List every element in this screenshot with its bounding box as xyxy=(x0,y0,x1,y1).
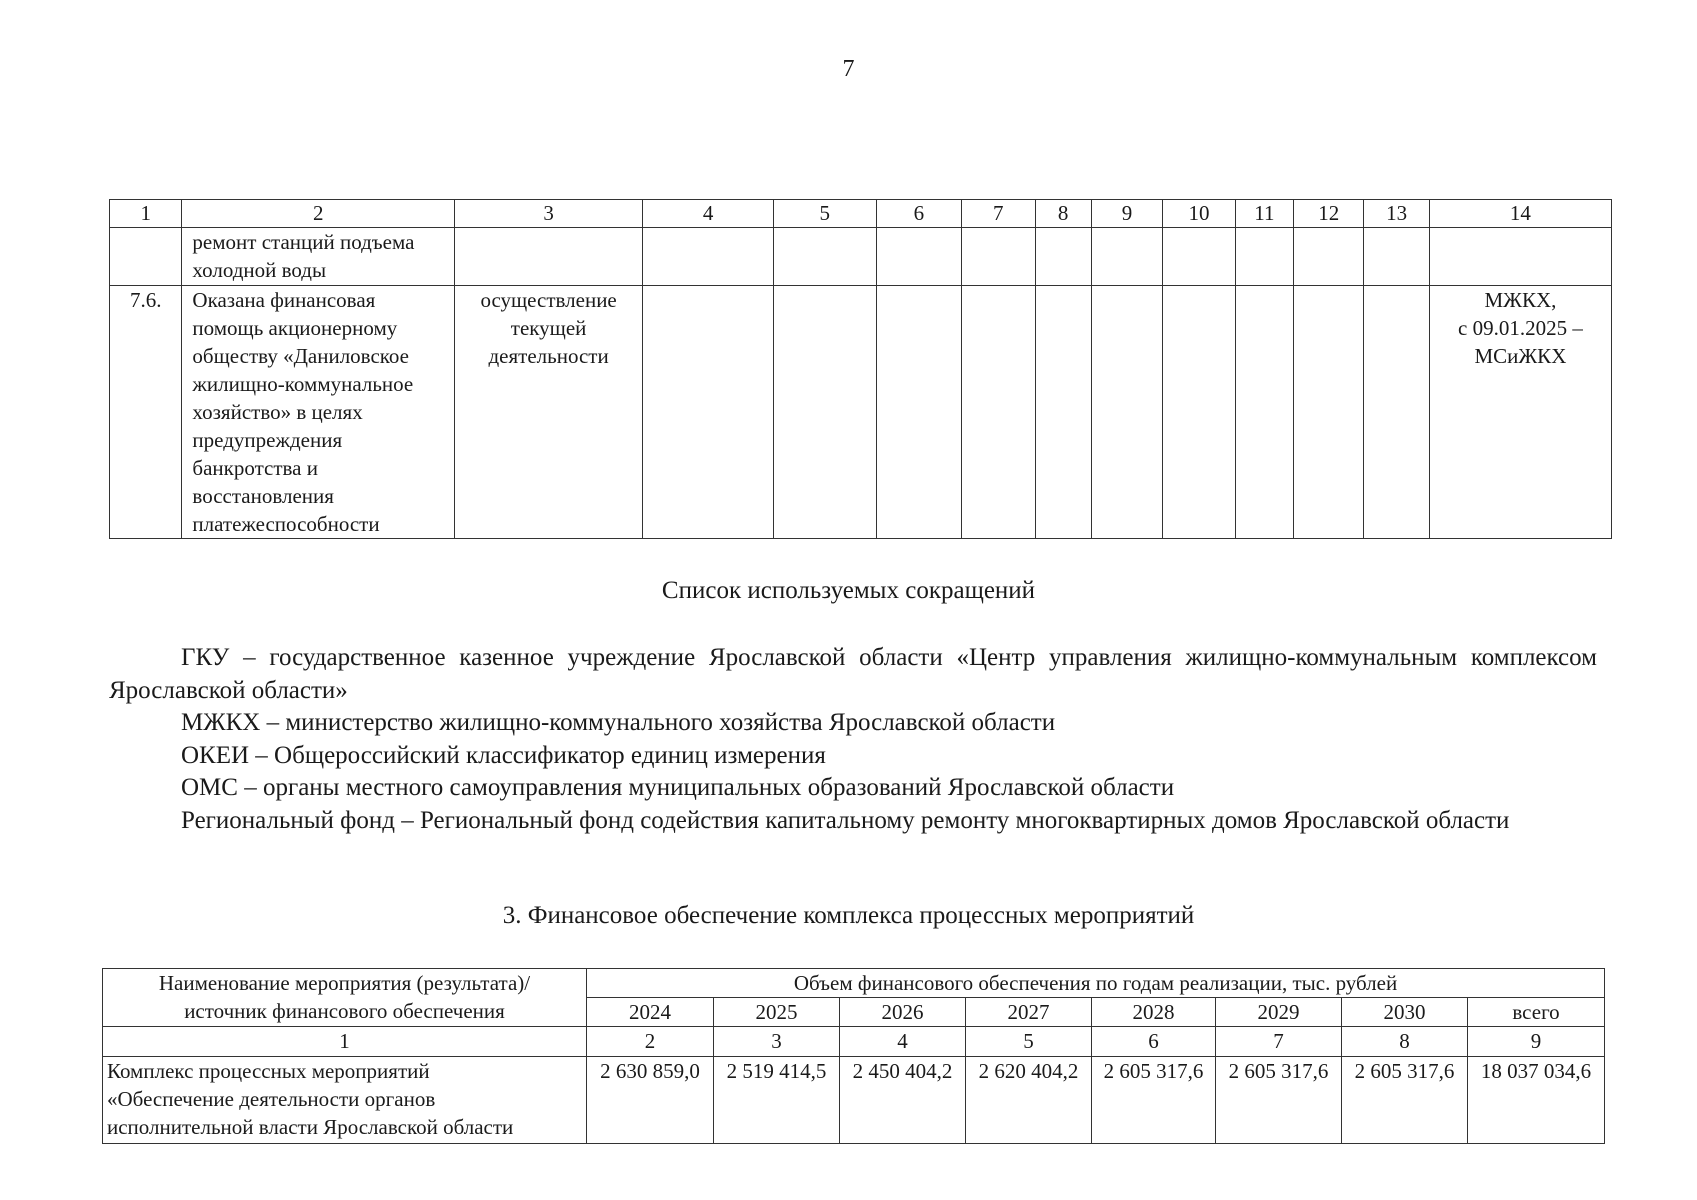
page-number: 7 xyxy=(842,56,855,82)
abbreviation-item: ОКЕИ – Общероссийский классификатор единиц измерения xyxy=(181,741,826,769)
year-header: 2026 xyxy=(840,998,966,1027)
text-line: жилищно-коммунальное xyxy=(192,372,414,396)
amount-cell: 2 519 414,5 xyxy=(714,1057,840,1144)
abbreviation-item: МЖКХ – министерство жилищно-коммунального хозяйства Ярославской области xyxy=(181,709,1056,736)
abbreviation-item: ГКУ – государственное казенное учреждение Ярославской области «Центр управления жилищно-коммунальным комплексом Ярославской области» xyxy=(109,644,1597,704)
abbreviations-title: Список используемых сокращений xyxy=(661,577,1036,604)
activity-description xyxy=(182,228,455,286)
column-number: 2 xyxy=(182,200,455,228)
text-line: помощь акционерному xyxy=(192,316,398,340)
row-number: 7.6. xyxy=(110,286,182,539)
text-line: холодной воды xyxy=(192,258,327,282)
amount-cell: 2 450 404,2 xyxy=(840,1057,966,1144)
activities-table xyxy=(109,199,1612,539)
year-header: 2027 xyxy=(966,998,1092,1027)
abbreviation-item: ОМС – органы местного самоуправления муниципальных образований Ярославской области xyxy=(181,774,1175,801)
amount-cell: 2 605 317,6 xyxy=(1216,1057,1342,1144)
column-number: 6 xyxy=(1092,1027,1216,1057)
column-number: 13 xyxy=(1364,200,1429,228)
text-line: осуществление xyxy=(480,288,617,312)
text-line: текущей xyxy=(510,316,587,340)
abbreviations-list xyxy=(109,642,1597,837)
total-amount-cell: 18 037 034,6 xyxy=(1468,1057,1605,1144)
text-line: МЖКХ, xyxy=(1484,288,1557,312)
column-number: 2 xyxy=(587,1027,714,1057)
text-line: платежеспособности xyxy=(192,512,380,536)
column-number: 1 xyxy=(103,1027,587,1057)
year-header: 2029 xyxy=(1216,998,1342,1027)
column-number: 9 xyxy=(1468,1027,1605,1057)
activity-description xyxy=(182,286,455,539)
column-number: 5 xyxy=(773,200,876,228)
table-row xyxy=(110,228,1612,286)
abbreviation-item: Региональный фонд – Региональный фонд содействия капитальному ремонту многоквартирных домов Ярославской области xyxy=(181,806,1510,834)
column-number: 12 xyxy=(1294,200,1364,228)
column-number: 11 xyxy=(1235,200,1293,228)
column-number: 8 xyxy=(1035,200,1091,228)
column-number: 9 xyxy=(1091,200,1162,228)
text-line: Комплекс процессных мероприятий xyxy=(107,1059,430,1083)
year-header: 2028 xyxy=(1092,998,1216,1027)
table-header-row xyxy=(110,200,1612,228)
text-line: «Обеспечение деятельности органов xyxy=(107,1087,436,1111)
year-header: 2030 xyxy=(1342,998,1468,1027)
column-numbers-row xyxy=(103,1027,1605,1057)
activity-type xyxy=(455,286,643,539)
table-row xyxy=(110,286,1612,539)
finance-table xyxy=(102,968,1605,1144)
text-line: Наименование мероприятия (результата)/ xyxy=(158,971,531,995)
column-number: 7 xyxy=(1216,1027,1342,1057)
column-number: 5 xyxy=(966,1027,1092,1057)
text-line: МСиЖКХ xyxy=(1474,344,1567,368)
column-number: 14 xyxy=(1429,200,1611,228)
column-number: 1 xyxy=(110,200,182,228)
responsible-executor xyxy=(1429,286,1611,539)
text-line: предупреждения xyxy=(192,428,343,452)
text-line: восстановления xyxy=(192,484,334,508)
amount-cell: 2 605 317,6 xyxy=(1342,1057,1468,1144)
column-number: 10 xyxy=(1163,200,1235,228)
text-line: Оказана финансовая xyxy=(192,288,376,312)
text-line: ремонт станций подъема xyxy=(192,230,415,254)
column-number: 3 xyxy=(714,1027,840,1057)
column-number: 4 xyxy=(643,200,774,228)
text-line: обществу «Даниловское xyxy=(192,344,409,368)
text-line: деятельности xyxy=(488,344,609,368)
text-line: хозяйство» в целях xyxy=(192,400,363,424)
column-number: 8 xyxy=(1342,1027,1468,1057)
amount-cell: 2 620 404,2 xyxy=(966,1057,1092,1144)
column-number: 3 xyxy=(455,200,643,228)
measure-name xyxy=(103,1057,587,1144)
amount-cell: 2 605 317,6 xyxy=(1092,1057,1216,1144)
finance-header-row xyxy=(103,969,1605,998)
name-header xyxy=(103,969,587,1027)
text-line: банкротства и xyxy=(192,456,318,480)
text-line: исполнительной власти Ярославской области xyxy=(107,1115,514,1139)
column-number: 4 xyxy=(840,1027,966,1057)
year-header: 2024 xyxy=(587,998,714,1027)
year-header: 2025 xyxy=(714,998,840,1027)
text-line: с 09.01.2025 – xyxy=(1458,316,1583,340)
finance-section-title: 3. Финансовое обеспечение комплекса процессных мероприятий xyxy=(502,902,1195,929)
text-line: источник финансового обеспечения xyxy=(184,999,505,1023)
amount-cell: 2 630 859,0 xyxy=(587,1057,714,1144)
row-number xyxy=(110,228,182,286)
year-header: всего xyxy=(1468,998,1605,1027)
column-number: 6 xyxy=(876,200,962,228)
volume-header: Объем финансового обеспечения по годам реализации, тыс. рублей xyxy=(587,969,1605,998)
column-number: 7 xyxy=(962,200,1035,228)
table-row xyxy=(103,1057,1605,1144)
